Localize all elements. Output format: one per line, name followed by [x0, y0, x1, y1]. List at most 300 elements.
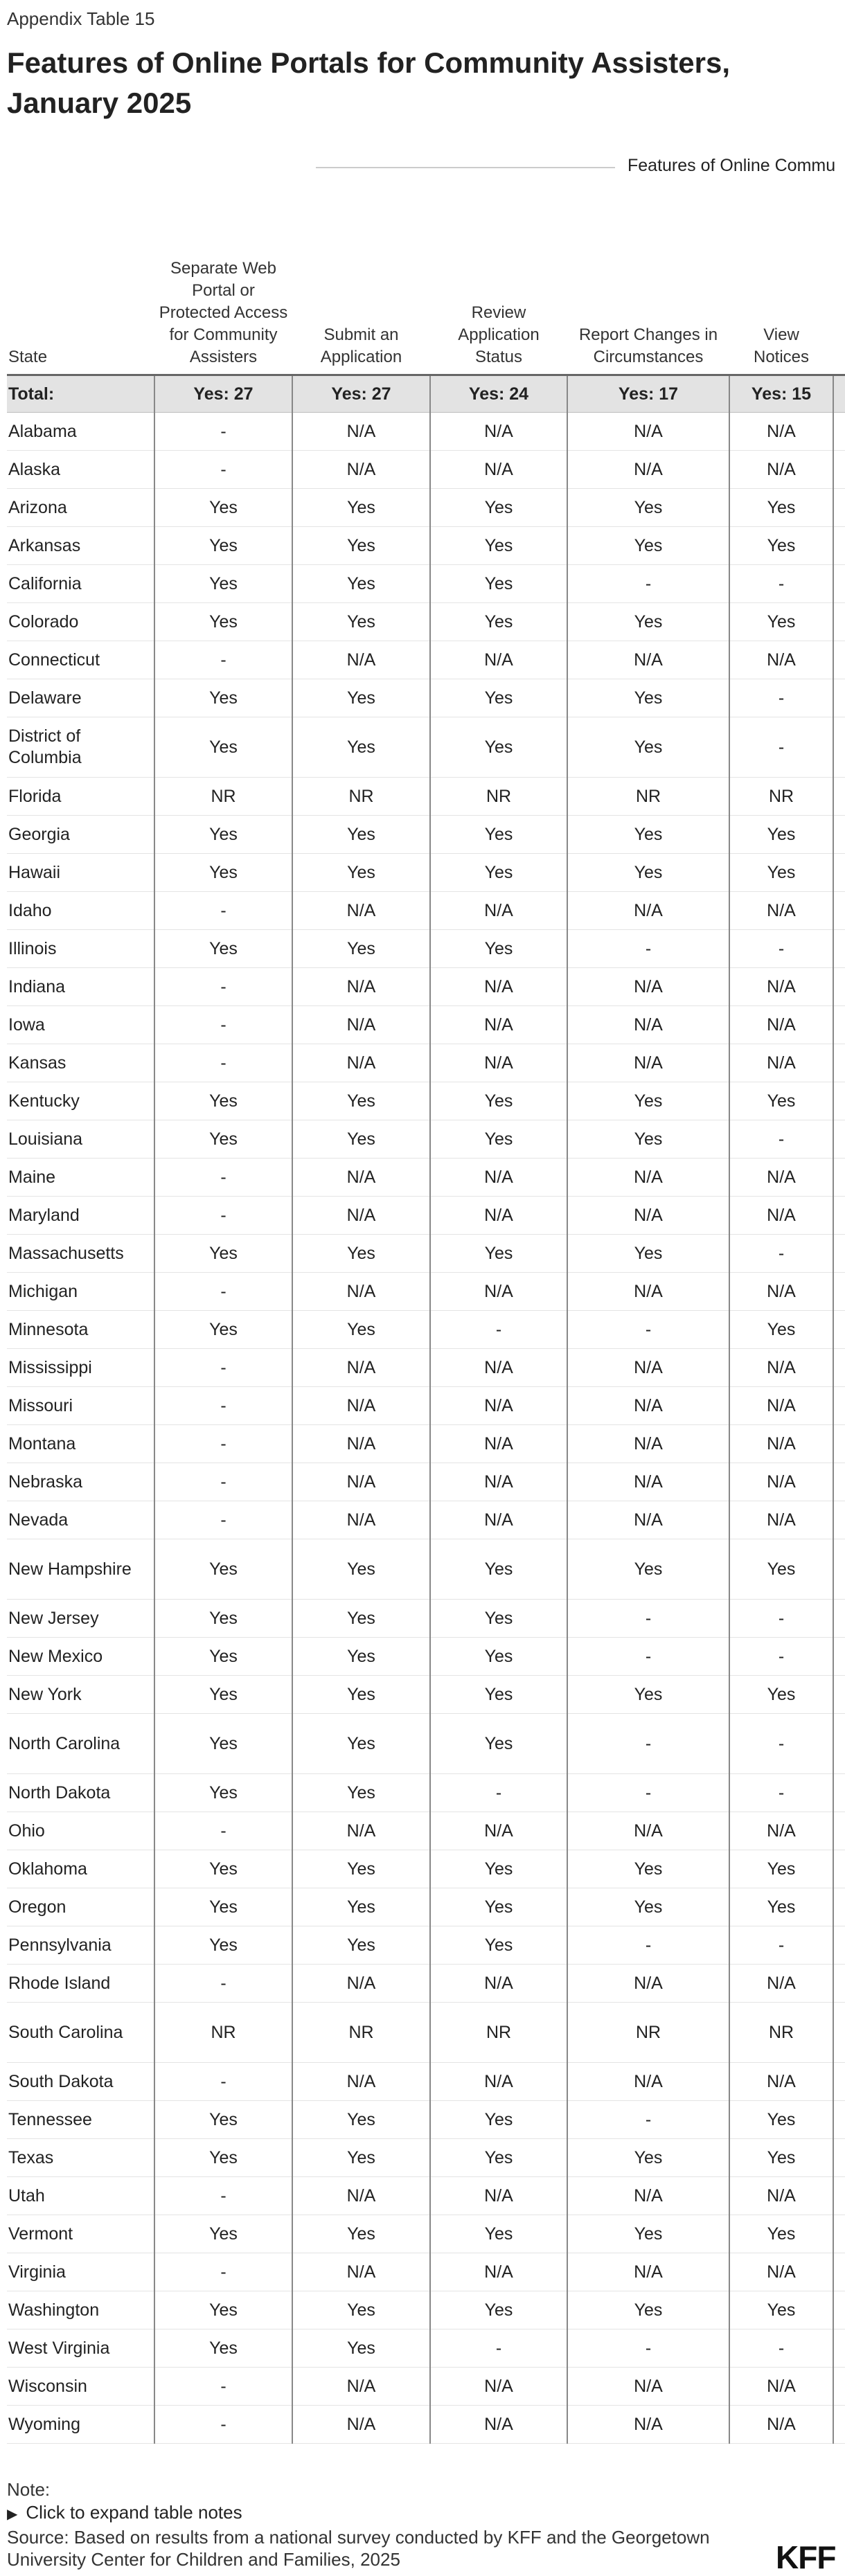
overflow-cell: [833, 679, 845, 717]
feature-value-cell: Yes: [567, 1676, 729, 1714]
feature-value-cell: N/A: [729, 1273, 833, 1311]
feature-value-cell: Yes: [154, 1714, 292, 1774]
overflow-cell: [833, 1425, 845, 1463]
feature-value-cell: -: [567, 565, 729, 603]
feature-value-cell: N/A: [729, 1159, 833, 1197]
overflow-cell: [833, 1235, 845, 1273]
feature-value-cell: Yes: [430, 816, 567, 854]
overflow-cell: [833, 2406, 845, 2444]
feature-value-cell: Yes: [430, 2139, 567, 2177]
state-name-cell: Nebraska: [7, 1463, 154, 1501]
feature-value-cell: N/A: [567, 2063, 729, 2101]
feature-value-cell: N/A: [567, 2368, 729, 2406]
feature-value-cell: N/A: [567, 1006, 729, 1044]
table-row: [7, 565, 845, 603]
feature-value-cell: -: [567, 1774, 729, 1812]
state-name-cell: Missouri: [7, 1387, 154, 1425]
feature-value-cell: N/A: [292, 1387, 430, 1425]
feature-value-cell: -: [729, 1120, 833, 1159]
overflow-cell: [833, 892, 845, 930]
feature-value-cell: Yes: [154, 1888, 292, 1926]
feature-value-cell: N/A: [729, 1006, 833, 1044]
feature-value-cell: N/A: [430, 2063, 567, 2101]
state-name-cell: Mississippi: [7, 1349, 154, 1387]
state-name-cell: Delaware: [7, 679, 154, 717]
feature-value-cell: -: [154, 1501, 292, 1539]
state-name-cell: New Mexico: [7, 1638, 154, 1676]
feature-value-cell: N/A: [729, 2177, 833, 2215]
feature-value-cell: Yes: [154, 1638, 292, 1676]
feature-value-cell: N/A: [729, 1812, 833, 1850]
feature-value-cell: N/A: [430, 1197, 567, 1235]
feature-value-cell: Yes: [430, 603, 567, 641]
overflow-cell: [833, 930, 845, 968]
table-row: [7, 854, 845, 892]
feature-value-cell: Yes: [154, 1600, 292, 1638]
feature-value-cell: N/A: [567, 641, 729, 679]
table-row: [7, 1235, 845, 1273]
feature-value-cell: NR: [154, 778, 292, 816]
feature-value-cell: Yes: [292, 1888, 430, 1926]
feature-value-cell: Yes: [430, 717, 567, 778]
table-row: [7, 778, 845, 816]
feature-value-cell: Yes: [154, 1850, 292, 1888]
feature-value-cell: Yes: [292, 1539, 430, 1600]
state-name-cell: Tennessee: [7, 2101, 154, 2139]
feature-value-cell: N/A: [292, 2406, 430, 2444]
feature-value-cell: Yes: [430, 1120, 567, 1159]
feature-value-cell: N/A: [729, 1425, 833, 1463]
state-name-cell: Illinois: [7, 930, 154, 968]
feature-value-cell: Yes: [154, 1235, 292, 1273]
feature-value-cell: Yes: [292, 1120, 430, 1159]
table-row: [7, 1965, 845, 2003]
feature-value-cell: Yes: [729, 1850, 833, 1888]
feature-value-cell: N/A: [292, 451, 430, 489]
table-row: [7, 2406, 845, 2444]
feature-value-cell: Yes: [729, 603, 833, 641]
feature-value-cell: N/A: [430, 413, 567, 451]
state-name-cell: Alabama: [7, 413, 154, 451]
feature-value-cell: N/A: [292, 2063, 430, 2101]
overflow-cell: [833, 778, 845, 816]
table-row: [7, 816, 845, 854]
state-name-cell: Idaho: [7, 892, 154, 930]
feature-value-cell: -: [154, 1425, 292, 1463]
feature-value-cell: N/A: [729, 1349, 833, 1387]
feature-value-cell: NR: [430, 778, 567, 816]
feature-value-cell: N/A: [292, 1501, 430, 1539]
feature-value-cell: N/A: [430, 1463, 567, 1501]
feature-value-cell: Yes: [430, 527, 567, 565]
feature-value-cell: Yes: [729, 1539, 833, 1600]
column-header-overflow: [833, 194, 845, 375]
feature-value-cell: N/A: [292, 1006, 430, 1044]
feature-value-cell: Yes: [292, 1638, 430, 1676]
overflow-cell: [833, 2101, 845, 2139]
feature-value-cell: -: [154, 1197, 292, 1235]
feature-value-cell: N/A: [567, 1273, 729, 1311]
overflow-cell: [833, 717, 845, 778]
feature-value-cell: -: [154, 451, 292, 489]
feature-value-cell: -: [729, 1774, 833, 1812]
expand-notes-text: Click to expand table notes: [26, 2502, 242, 2523]
state-name-cell: Minnesota: [7, 1311, 154, 1349]
state-name-cell: Wyoming: [7, 2406, 154, 2444]
feature-value-cell: Yes: [567, 2139, 729, 2177]
feature-value-cell: N/A: [430, 1159, 567, 1197]
column-header-state[interactable]: State: [7, 194, 154, 375]
feature-value-cell: Yes: [292, 1676, 430, 1714]
state-name-cell: District of Columbia: [7, 717, 154, 778]
state-name-cell: Virginia: [7, 2253, 154, 2291]
feature-value-cell: Yes: [430, 1850, 567, 1888]
feature-value-cell: Yes: [292, 1311, 430, 1349]
feature-value-cell: -: [154, 1006, 292, 1044]
state-name-cell: Vermont: [7, 2215, 154, 2253]
overflow-cell: [833, 1120, 845, 1159]
state-name-cell: South Dakota: [7, 2063, 154, 2101]
feature-value-cell: Yes: [430, 1714, 567, 1774]
feature-value-cell: N/A: [430, 1501, 567, 1539]
state-name-cell: Maine: [7, 1159, 154, 1197]
state-name-cell: North Dakota: [7, 1774, 154, 1812]
feature-value-cell: -: [729, 1638, 833, 1676]
features-table: [7, 194, 845, 2444]
column-header-submit-application[interactable]: Submit an Application: [292, 194, 430, 375]
table-row: [7, 717, 845, 778]
feature-value-cell: N/A: [430, 1812, 567, 1850]
table-row: [7, 2177, 845, 2215]
feature-value-cell: Yes: [729, 2139, 833, 2177]
feature-value-cell: N/A: [567, 2177, 729, 2215]
overflow-cell: [833, 2177, 845, 2215]
feature-value-cell: -: [430, 2329, 567, 2368]
overflow-cell: [833, 968, 845, 1006]
state-name-cell: New York: [7, 1676, 154, 1714]
feature-value-cell: Yes: [430, 1888, 567, 1926]
column-group-rule: [316, 167, 615, 168]
feature-value-cell: Yes: [292, 1926, 430, 1965]
feature-value-cell: Yes: [567, 1888, 729, 1926]
feature-value-cell: N/A: [430, 1965, 567, 2003]
kff-logo: KFF: [776, 2539, 836, 2575]
feature-value-cell: N/A: [292, 1425, 430, 1463]
feature-value-cell: Yes: [430, 1600, 567, 1638]
state-name-cell: Arkansas: [7, 527, 154, 565]
total-label: Total:: [7, 375, 154, 413]
state-name-cell: Massachusetts: [7, 1235, 154, 1273]
total-cell: Yes: 17: [567, 375, 729, 413]
table-row: [7, 2003, 845, 2063]
feature-value-cell: N/A: [729, 2253, 833, 2291]
feature-value-cell: N/A: [567, 1387, 729, 1425]
feature-value-cell: NR: [567, 778, 729, 816]
feature-value-cell: -: [567, 2101, 729, 2139]
feature-value-cell: N/A: [292, 1965, 430, 2003]
total-cell: Yes: 24: [430, 375, 567, 413]
table-row: [7, 1159, 845, 1197]
feature-value-cell: N/A: [430, 2177, 567, 2215]
feature-value-cell: -: [154, 2063, 292, 2101]
state-name-cell: Maryland: [7, 1197, 154, 1235]
table-row: [7, 451, 845, 489]
overflow-cell: [833, 1714, 845, 1774]
table-row: [7, 1501, 845, 1539]
feature-value-cell: N/A: [430, 968, 567, 1006]
feature-value-cell: -: [567, 1714, 729, 1774]
feature-value-cell: N/A: [567, 892, 729, 930]
feature-value-cell: Yes: [567, 603, 729, 641]
table-row: [7, 892, 845, 930]
feature-value-cell: Yes: [430, 1638, 567, 1676]
overflow-cell: [833, 1501, 845, 1539]
feature-value-cell: Yes: [292, 1714, 430, 1774]
feature-value-cell: Yes: [729, 2291, 833, 2329]
feature-value-cell: -: [729, 1926, 833, 1965]
feature-value-cell: N/A: [292, 2368, 430, 2406]
feature-value-cell: N/A: [292, 892, 430, 930]
column-header-report-changes[interactable]: Report Changes in Circumstances: [567, 194, 729, 375]
overflow-cell: [833, 854, 845, 892]
state-name-cell: Washington: [7, 2291, 154, 2329]
table-row: [7, 1349, 845, 1387]
feature-value-cell: Yes: [729, 1311, 833, 1349]
state-name-cell: Alaska: [7, 451, 154, 489]
overflow-cell: [833, 2368, 845, 2406]
feature-value-cell: N/A: [729, 892, 833, 930]
feature-value-cell: Yes: [292, 603, 430, 641]
feature-value-cell: -: [154, 413, 292, 451]
state-name-cell: Oregon: [7, 1888, 154, 1926]
feature-value-cell: N/A: [292, 2253, 430, 2291]
feature-value-cell: N/A: [729, 1044, 833, 1082]
feature-value-cell: Yes: [430, 2215, 567, 2253]
feature-value-cell: -: [154, 2406, 292, 2444]
overflow-cell: [833, 1463, 845, 1501]
feature-value-cell: -: [154, 892, 292, 930]
table-row: [7, 1539, 845, 1600]
total-row: [7, 375, 845, 413]
page-title: Features of Online Portals for Community Assisters, January 2025: [7, 46, 731, 119]
feature-value-cell: N/A: [430, 1387, 567, 1425]
feature-value-cell: -: [729, 1235, 833, 1273]
feature-value-cell: N/A: [292, 1812, 430, 1850]
feature-value-cell: Yes: [292, 2215, 430, 2253]
overflow-cell: [833, 1082, 845, 1120]
table-row: [7, 641, 845, 679]
feature-value-cell: Yes: [729, 816, 833, 854]
feature-value-cell: Yes: [567, 1539, 729, 1600]
feature-value-cell: N/A: [430, 641, 567, 679]
feature-value-cell: Yes: [292, 930, 430, 968]
feature-value-cell: Yes: [154, 2291, 292, 2329]
state-name-cell: Pennsylvania: [7, 1926, 154, 1965]
feature-value-cell: Yes: [567, 816, 729, 854]
table-row: [7, 2291, 845, 2329]
feature-value-cell: N/A: [729, 1501, 833, 1539]
overflow-cell: [833, 1159, 845, 1197]
feature-value-cell: N/A: [567, 2253, 729, 2291]
feature-value-cell: Yes: [729, 2101, 833, 2139]
feature-value-cell: Yes: [567, 1850, 729, 1888]
feature-value-cell: Yes: [154, 603, 292, 641]
column-group-label: Features of Online Commu: [628, 156, 836, 175]
state-name-cell: Arizona: [7, 489, 154, 527]
feature-value-cell: N/A: [430, 1425, 567, 1463]
state-name-cell: Georgia: [7, 816, 154, 854]
overflow-cell: [833, 1676, 845, 1714]
feature-value-cell: N/A: [567, 968, 729, 1006]
state-name-cell: Montana: [7, 1425, 154, 1463]
state-name-cell: Kentucky: [7, 1082, 154, 1120]
table-row: [7, 2101, 845, 2139]
feature-value-cell: N/A: [729, 2368, 833, 2406]
overflow-cell: [833, 1539, 845, 1600]
feature-value-cell: Yes: [729, 1888, 833, 1926]
feature-value-cell: NR: [292, 2003, 430, 2063]
overflow-cell: [833, 527, 845, 565]
feature-value-cell: N/A: [567, 1349, 729, 1387]
feature-value-cell: N/A: [729, 413, 833, 451]
overflow-cell: [833, 816, 845, 854]
feature-value-cell: N/A: [567, 451, 729, 489]
overflow-cell: [833, 603, 845, 641]
state-name-cell: Iowa: [7, 1006, 154, 1044]
header-row: [7, 194, 845, 375]
table-row: [7, 1273, 845, 1311]
feature-value-cell: NR: [567, 2003, 729, 2063]
eyebrow-label: Appendix Table 15: [7, 8, 155, 29]
table-row: [7, 413, 845, 451]
feature-value-cell: N/A: [567, 1425, 729, 1463]
state-name-cell: Connecticut: [7, 641, 154, 679]
table-row: [7, 1600, 845, 1638]
feature-value-cell: -: [154, 1812, 292, 1850]
table-row: [7, 1120, 845, 1159]
feature-value-cell: N/A: [567, 1159, 729, 1197]
feature-value-cell: Yes: [292, 565, 430, 603]
overflow-cell: [833, 641, 845, 679]
feature-value-cell: Yes: [430, 930, 567, 968]
feature-value-cell: N/A: [292, 1273, 430, 1311]
feature-value-cell: Yes: [567, 527, 729, 565]
feature-value-cell: N/A: [430, 2406, 567, 2444]
expand-notes-toggle[interactable]: [7, 2502, 242, 2523]
feature-value-cell: -: [154, 2177, 292, 2215]
feature-value-cell: -: [729, 1600, 833, 1638]
table-row: [7, 2063, 845, 2101]
feature-value-cell: Yes: [567, 1235, 729, 1273]
total-cell: Yes: 27: [292, 375, 430, 413]
feature-value-cell: -: [154, 1044, 292, 1082]
feature-value-cell: -: [567, 2329, 729, 2368]
feature-value-cell: Yes: [430, 489, 567, 527]
feature-value-cell: NR: [430, 2003, 567, 2063]
feature-value-cell: Yes: [292, 2291, 430, 2329]
feature-value-cell: Yes: [154, 930, 292, 968]
column-header-separate-portal[interactable]: Separate Web Portal or Protected Access for Community Assisters: [154, 194, 292, 375]
feature-value-cell: Yes: [430, 2291, 567, 2329]
feature-value-cell: Yes: [154, 1082, 292, 1120]
feature-value-cell: N/A: [567, 413, 729, 451]
feature-value-cell: Yes: [430, 1082, 567, 1120]
feature-value-cell: Yes: [292, 1235, 430, 1273]
feature-value-cell: N/A: [292, 1197, 430, 1235]
feature-value-cell: Yes: [430, 565, 567, 603]
feature-value-cell: -: [729, 717, 833, 778]
feature-value-cell: -: [154, 2253, 292, 2291]
feature-value-cell: Yes: [154, 527, 292, 565]
table-row: [7, 1812, 845, 1850]
overflow-cell: [833, 2063, 845, 2101]
feature-value-cell: Yes: [154, 717, 292, 778]
overflow-cell: [833, 489, 845, 527]
overflow-cell: [833, 1638, 845, 1676]
state-name-cell: Rhode Island: [7, 1965, 154, 2003]
feature-value-cell: -: [154, 1965, 292, 2003]
feature-value-cell: Yes: [729, 1676, 833, 1714]
state-name-cell: Colorado: [7, 603, 154, 641]
feature-value-cell: -: [154, 968, 292, 1006]
feature-value-cell: -: [567, 1638, 729, 1676]
note-label: Note:: [7, 2479, 51, 2500]
overflow-cell: [833, 1600, 845, 1638]
total-cell: Yes: 15: [729, 375, 833, 413]
feature-value-cell: Yes: [292, 2139, 430, 2177]
feature-value-cell: -: [154, 1349, 292, 1387]
overflow-cell: [833, 1888, 845, 1926]
feature-value-cell: Yes: [292, 1774, 430, 1812]
feature-value-cell: Yes: [729, 1082, 833, 1120]
overflow-cell: [833, 1197, 845, 1235]
feature-value-cell: -: [430, 1774, 567, 1812]
table-row: [7, 2368, 845, 2406]
state-name-cell: Utah: [7, 2177, 154, 2215]
feature-value-cell: Yes: [292, 2101, 430, 2139]
feature-value-cell: N/A: [729, 1965, 833, 2003]
feature-value-cell: Yes: [567, 489, 729, 527]
feature-value-cell: -: [729, 565, 833, 603]
feature-value-cell: NR: [292, 778, 430, 816]
feature-value-cell: N/A: [567, 1463, 729, 1501]
triangle-right-icon: ▶: [7, 2507, 18, 2522]
feature-value-cell: Yes: [154, 1311, 292, 1349]
feature-value-cell: -: [154, 1463, 292, 1501]
feature-value-cell: N/A: [567, 1197, 729, 1235]
feature-value-cell: Yes: [154, 1926, 292, 1965]
feature-value-cell: N/A: [567, 1812, 729, 1850]
feature-value-cell: Yes: [154, 1120, 292, 1159]
column-header-review-status[interactable]: Review Application Status: [430, 194, 567, 375]
column-header-view-notices[interactable]: View Notices: [729, 194, 833, 375]
feature-value-cell: N/A: [430, 892, 567, 930]
feature-value-cell: N/A: [567, 1044, 729, 1082]
feature-value-cell: Yes: [154, 679, 292, 717]
feature-value-cell: N/A: [430, 1349, 567, 1387]
feature-value-cell: Yes: [567, 717, 729, 778]
feature-value-cell: Yes: [292, 1850, 430, 1888]
feature-value-cell: Yes: [292, 816, 430, 854]
feature-value-cell: Yes: [430, 1926, 567, 1965]
table-row: [7, 930, 845, 968]
state-name-cell: California: [7, 565, 154, 603]
overflow-cell: [833, 1850, 845, 1888]
feature-value-cell: N/A: [430, 1273, 567, 1311]
overflow-cell: [833, 451, 845, 489]
feature-value-cell: Yes: [154, 1539, 292, 1600]
feature-value-cell: -: [154, 1273, 292, 1311]
